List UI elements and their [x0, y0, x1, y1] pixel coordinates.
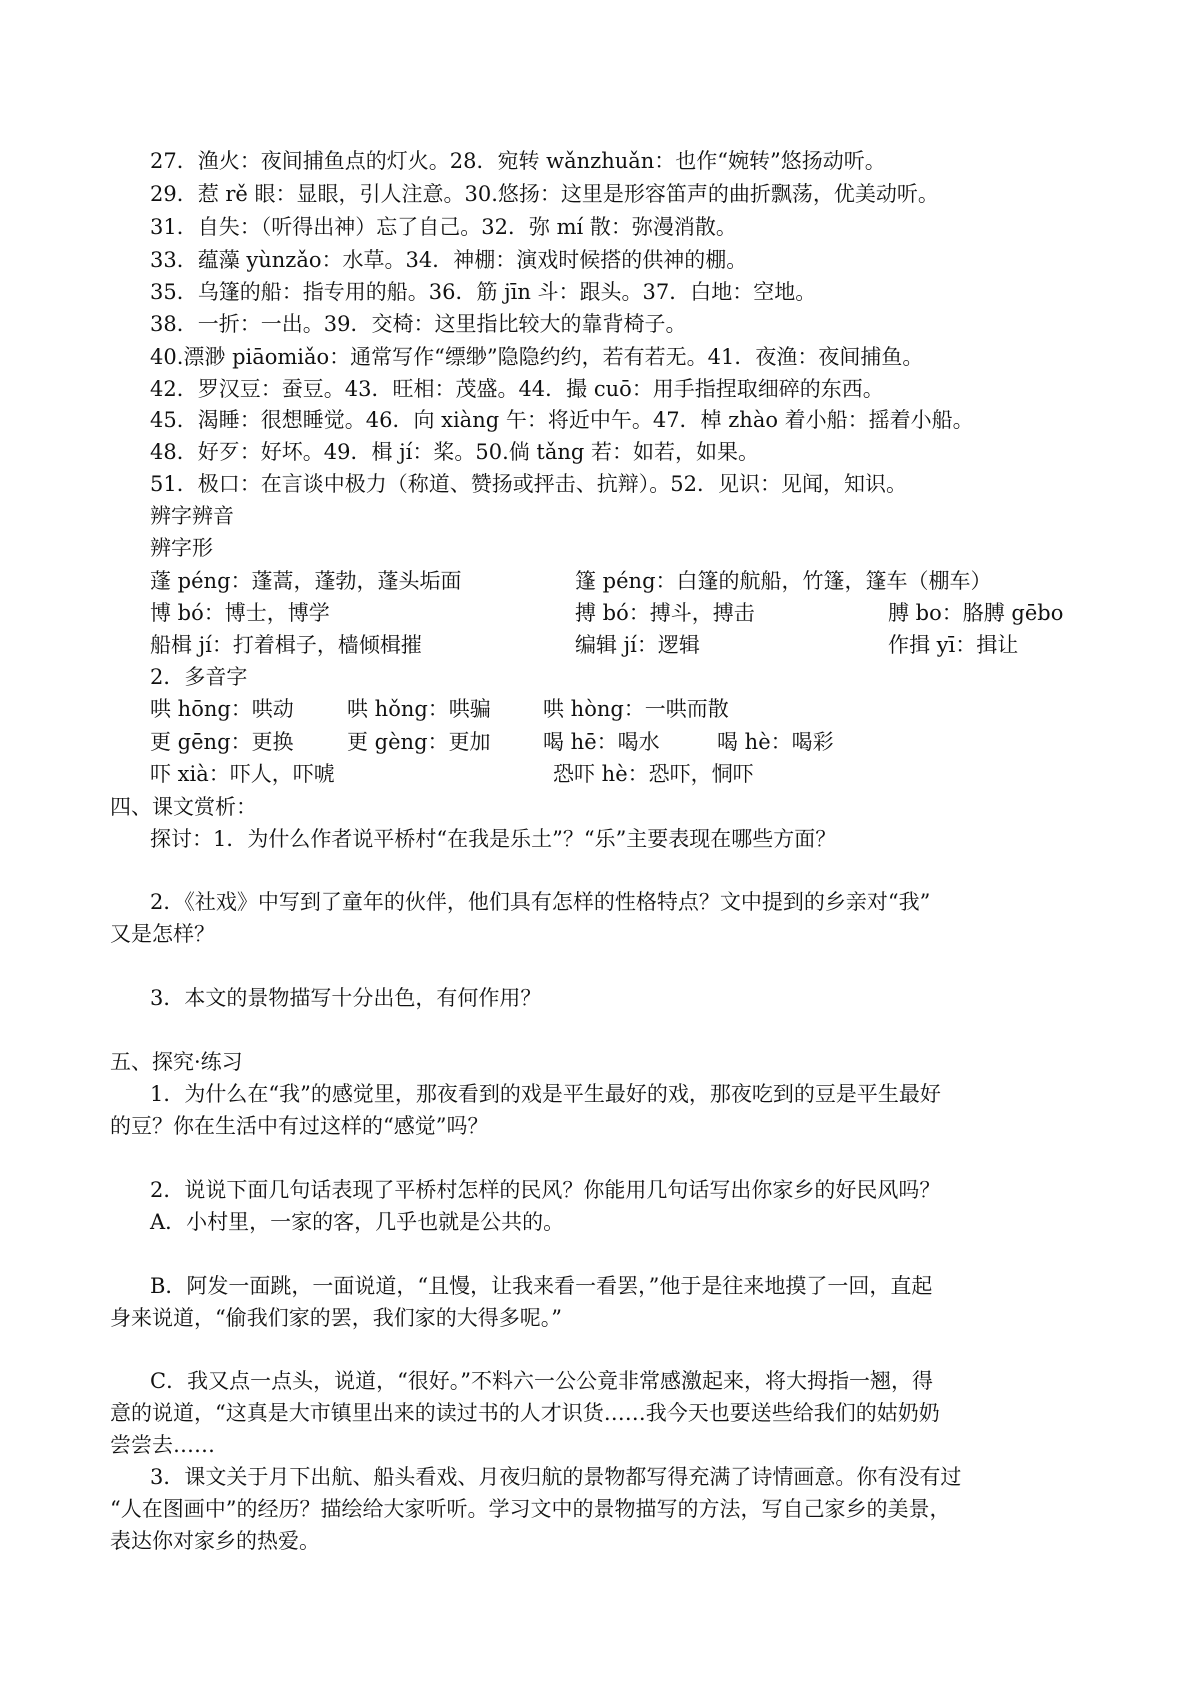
shape-entry: 编辑 jí：逻辑 — [575, 633, 700, 657]
subheading-shape: 辨字形 — [150, 536, 213, 560]
shape-entry: 船楫 jí：打着楫子，樯倾楫摧 — [150, 633, 422, 657]
shape-entry: 博 bó：博士，博学 — [150, 601, 330, 625]
shape-entry: 篷 péng：白篷的航船，竹篷，篷车（棚车） — [575, 569, 992, 593]
question-line: 探讨：1．为什么作者说平桥村“在我是乐土”？“乐”主要表现在哪些方面？ — [150, 827, 837, 851]
polyphone-entry: 更 gēng：更换 — [150, 730, 294, 754]
exercise-line: “人在图画中”的经历？描绘给大家听听。学习文中的景物描写的方法，写自己家乡的美景， — [110, 1497, 951, 1521]
vocab-line: 42．罗汉豆：蚕豆。43．旺相：茂盛。44．撮 cuō：用手指捏取细碎的东西。 — [150, 377, 884, 401]
polyphone-entry: 哄 hōng：哄动 — [150, 697, 294, 721]
exercise-line: 表达你对家乡的热爱。 — [110, 1529, 320, 1553]
section-heading-appreciation: 四、课文赏析： — [110, 795, 257, 819]
question-line: 又是怎样？ — [110, 922, 215, 946]
vocab-line: 31．自失：（听得出神）忘了自己。32．弥 mí 散：弥漫消散。 — [150, 215, 737, 239]
polyphone-entry: 喝 hè：喝彩 — [717, 730, 834, 754]
question-line: 2．《社戏》中写到了童年的伙伴，他们具有怎样的性格特点？文中提到的乡亲对“我” — [150, 890, 931, 914]
exercise-line: B．阿发一面跳，一面说道，“且慢，让我来看一看罢，”他于是往来地摸了一回，直起 — [150, 1274, 933, 1298]
vocab-line: 45．渴睡：很想睡觉。46．向 xiàng 午：将近中午。47．棹 zhào 着小船：摇着小船。 — [150, 408, 974, 432]
shape-entry: 蓬 péng：蓬蒿，蓬勃，蓬头垢面 — [150, 569, 462, 593]
vocab-line: 51．极口：在言谈中极力（称道、赞扬或抨击、抗辩）。52．见识：见闻，知识。 — [150, 472, 907, 496]
exercise-line: 3．课文关于月下出航、船头看戏、月夜归航的景物都写得充满了诗情画意。你有没有过 — [150, 1465, 962, 1489]
section-heading-exercise: 五、探究·练习 — [110, 1050, 243, 1074]
vocab-line: 48．好歹：好坏。49．楫 jí：桨。50.倘 tǎng 若：如若，如果。 — [150, 440, 760, 464]
vocab-line: 29．惹 rě 眼：显眼，引人注意。30.悠扬：这里是形容笛声的曲折飘荡，优美动听。 — [150, 182, 939, 206]
exercise-line: 意的说道，“这真是大市镇里出来的读过书的人才识货……我今天也要送些给我们的姑奶奶 — [110, 1401, 940, 1425]
shape-entry: 搏 bó：搏斗，搏击 — [575, 601, 755, 625]
vocab-line: 27．渔火：夜间捕鱼点的灯火。28．宛转 wǎnzhuǎn：也作“婉转”悠扬动听。 — [150, 149, 886, 173]
exercise-line: 2．说说下面几句话表现了平桥村怎样的民风？你能用几句话写出你家乡的好民风吗？ — [150, 1178, 941, 1202]
polyphone-entry: 哄 hòng：一哄而散 — [543, 697, 729, 721]
polyphone-entry: 更 gèng：更加 — [347, 730, 491, 754]
vocab-line: 35．乌篷的船：指专用的船。36．筋 jīn 斗：跟头。37．白地：空地。 — [150, 280, 817, 304]
exercise-line: 尝尝去…… — [110, 1433, 215, 1457]
polyphone-entry: 恐吓 hè：恐吓，恫吓 — [553, 762, 754, 786]
shape-entry: 作揖 yī：揖让 — [888, 633, 1019, 657]
subheading-polyphone: 2．多音字 — [150, 665, 248, 689]
question-line: 3．本文的景物描写十分出色，有何作用？ — [150, 986, 542, 1010]
exercise-line: 1．为什么在“我”的感觉里，那夜看到的戏是平生最好的戏，那夜吃到的豆是平生最好 — [150, 1082, 941, 1106]
vocab-line: 40.漂渺 piāomiǎo：通常写作“缥缈”隐隐约约，若有若无。41．夜渔：夜间捕鱼。 — [150, 345, 924, 369]
shape-entry: 膊 bo：胳膊 gēbo — [888, 601, 1064, 625]
exercise-line: 的豆？你在生活中有过这样的“感觉”吗？ — [110, 1114, 489, 1138]
vocab-line: 33．蕴藻 yùnzǎo：水草。34．神棚：演戏时候搭的供神的棚。 — [150, 248, 748, 272]
exercise-line: A．小村里，一家的客，几乎也就是公共的。 — [150, 1210, 565, 1234]
polyphone-entry: 吓 xià：吓人，吓唬 — [150, 762, 335, 786]
polyphone-entry: 哄 hǒng：哄骗 — [347, 697, 491, 721]
exercise-line: 身来说道，“偷我们家的罢，我们家的大得多呢。” — [110, 1306, 562, 1330]
exercise-line: C．我又点一点头，说道，“很好。”不料六一公公竟非常感激起来，将大拇指一翘，得 — [150, 1369, 934, 1393]
polyphone-entry: 喝 hē：喝水 — [543, 730, 660, 754]
section-heading-bianzi: 辨字辨音 — [150, 504, 234, 528]
vocab-line: 38．一折：一出。39．交椅：这里指比较大的靠背椅子。 — [150, 312, 687, 336]
